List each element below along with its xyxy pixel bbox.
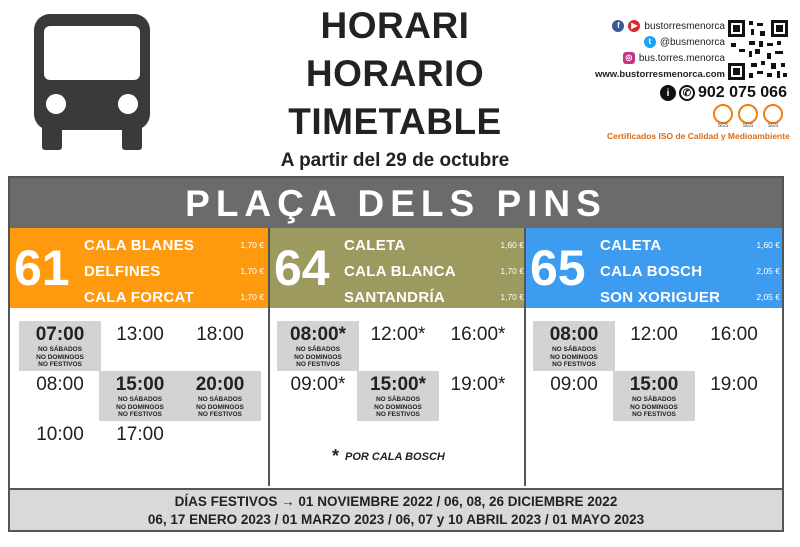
- departure-time: 19:00: [710, 374, 758, 395]
- destination-item: [600, 258, 780, 284]
- instagram-handle[interactable]: bus.torres.menorca: [638, 52, 725, 64]
- title-block: [250, 2, 540, 146]
- holidays-footer: [10, 488, 782, 530]
- destination-name: CALA FORCAT: [84, 288, 194, 306]
- fare-price: 1,70 €: [240, 292, 264, 302]
- line-64-header: [270, 228, 524, 308]
- departure-time: 09:00*: [290, 374, 346, 395]
- destination-item: [344, 258, 524, 284]
- title-catalan: HORARI: [320, 5, 470, 46]
- departure-time: 17:00: [116, 424, 164, 445]
- departure-time: 16:00: [710, 324, 758, 345]
- line-64-column: [268, 228, 526, 486]
- facebook-handle[interactable]: bustorresmenorca: [644, 20, 725, 32]
- sgs-badge-icon: SGS: [737, 104, 759, 128]
- destination-name: SANTANDRÍA: [344, 288, 446, 306]
- destination-name: CALA BOSCH: [600, 262, 703, 280]
- destination-name: CALA BLANCA: [344, 262, 456, 280]
- phone-icon: ✆: [679, 85, 695, 101]
- departure-time: 12:00: [630, 324, 678, 345]
- fare-price: 2,05 €: [756, 266, 780, 276]
- twitter-handle[interactable]: @busmenorca: [659, 36, 725, 48]
- website-link[interactable]: www.bustorresmenorca.com: [594, 68, 725, 80]
- footnote-text: POR CALA BOSCH: [345, 450, 445, 463]
- departure-time: 16:00*: [450, 324, 506, 345]
- line-65-column: [526, 228, 782, 486]
- departure-time: 12:00*: [370, 324, 426, 345]
- line-65-header: [526, 228, 782, 308]
- phone-number[interactable]: 902 075 066: [698, 84, 787, 101]
- fare-price: 1,70 €: [500, 266, 524, 276]
- contact-facebook-row: [590, 18, 725, 34]
- departure-time: 15:00 NO SÁBADOS NO DOMINGOS NO FESTIVOS: [99, 371, 181, 421]
- fare-price: 1,70 €: [500, 292, 524, 302]
- fare-price: 1,60 €: [500, 240, 524, 250]
- destination-item: [84, 232, 264, 258]
- sgs-badges: [712, 104, 784, 128]
- departure-time: 10:00: [36, 424, 84, 445]
- qr-code-icon: [727, 19, 789, 81]
- contact-website-row: [590, 66, 725, 82]
- departure-time: 20:00 NO SÁBADOS NO DOMINGOS NO FESTIVOS: [179, 371, 261, 421]
- departure-time: 13:00: [116, 324, 164, 345]
- destination-item: [344, 232, 524, 258]
- twitter-icon: t: [644, 36, 656, 48]
- line-61-header: [10, 228, 268, 308]
- destination-name: DELFINES: [84, 262, 161, 280]
- line-number: 61: [14, 240, 70, 296]
- destination-name: CALA BLANES: [84, 236, 195, 254]
- line-number: 64: [274, 240, 330, 296]
- fare-price: 1,70 €: [240, 240, 264, 250]
- line-number: 65: [530, 240, 586, 296]
- bus-icon: [34, 14, 150, 150]
- footnote: [332, 446, 445, 467]
- footnote-mark: *: [332, 446, 340, 466]
- contact-instagram-row: [590, 50, 725, 66]
- holidays-line-2: 06, 17 ENERO 2023 / 01 MARZO 2023 / 06, 07 y 10 ABRIL 2023 / 01 MAYO 2023: [147, 512, 645, 527]
- holidays-line-1: DÍAS FESTIVOS → 01 NOVIEMBRE 2022 / 06, 08, 26 DICIEMBRE 2022: [174, 494, 618, 509]
- departure-time: 07:00 NO SÁBADOS NO DOMINGOS NO FESTIVOS: [19, 321, 101, 371]
- youtube-icon: ▶: [628, 20, 640, 32]
- sgs-badge-icon: SGS: [762, 104, 784, 128]
- valid-from-text: A partir del 29 de octubre: [280, 150, 510, 171]
- fare-price: 1,70 €: [240, 266, 264, 276]
- iso-certification-text: Certificados ISO de Calidad y Medioambiente: [607, 131, 790, 141]
- departure-time: 08:00 NO SÁBADOS NO DOMINGOS NO FESTIVOS: [533, 321, 615, 371]
- title-spanish: HORARIO: [305, 53, 485, 94]
- facebook-icon: f: [612, 20, 624, 32]
- destination-item: [600, 232, 780, 258]
- destination-item: [600, 284, 780, 310]
- destination-list: [84, 232, 264, 310]
- phone-block: [660, 84, 787, 102]
- destination-name: CALETA: [344, 236, 406, 254]
- departure-time: 18:00: [196, 324, 244, 345]
- departure-time: 19:00*: [450, 374, 506, 395]
- departure-time: 15:00 NO SÁBADOS NO DOMINGOS NO FESTIVOS: [613, 371, 695, 421]
- destination-name: CALETA: [600, 236, 662, 254]
- contact-block: [590, 18, 725, 82]
- line-61-column: [10, 228, 268, 486]
- departure-time: 09:00: [550, 374, 598, 395]
- info-icon: i: [660, 85, 676, 101]
- stop-name-banner: PLAÇA DELS PINS: [10, 178, 782, 228]
- destination-name: SON XORIGUER: [600, 288, 721, 306]
- destination-list: [344, 232, 524, 310]
- destination-item: [84, 284, 264, 310]
- departure-time: 15:00* NO SÁBADOS NO DOMINGOS NO FESTIVOS: [357, 371, 439, 421]
- departure-time: 08:00* NO SÁBADOS NO DOMINGOS NO FESTIVOS: [277, 321, 359, 371]
- destination-list: [600, 232, 780, 310]
- fare-price: 1,60 €: [756, 240, 780, 250]
- destination-item: [84, 258, 264, 284]
- sgs-badge-icon: SGS: [712, 104, 734, 128]
- instagram-icon: ◎: [623, 52, 635, 64]
- title-english: TIMETABLE: [288, 101, 502, 142]
- timetable: [8, 176, 784, 532]
- contact-twitter-row: [590, 34, 725, 50]
- fare-price: 2,05 €: [756, 292, 780, 302]
- departure-time: 08:00: [36, 374, 84, 395]
- destination-item: [344, 284, 524, 310]
